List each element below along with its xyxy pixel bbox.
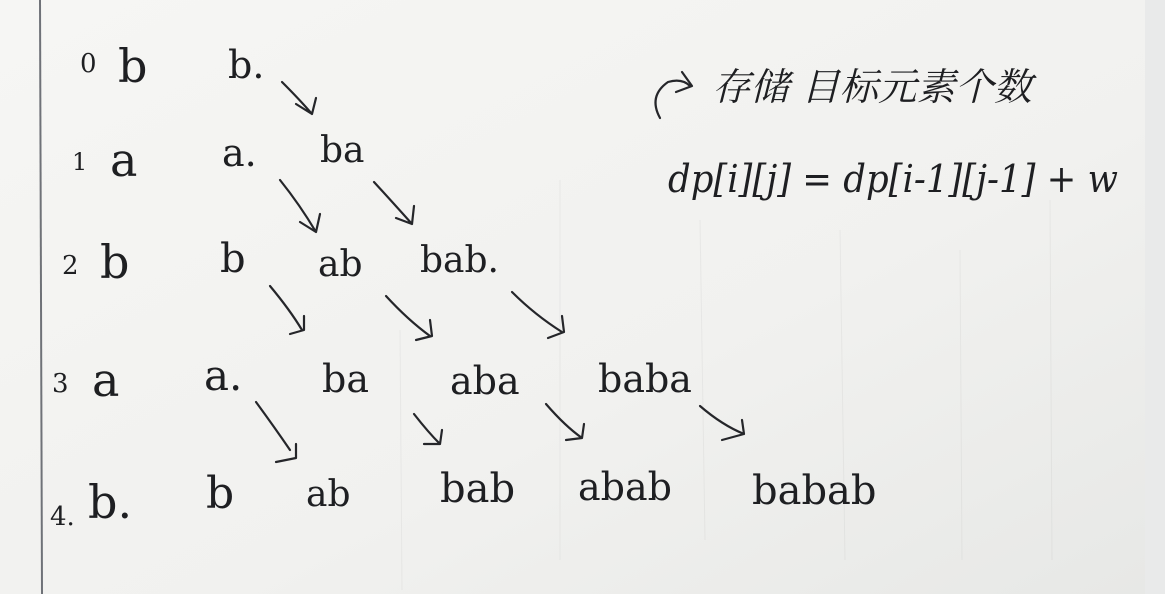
subseq-3-2: aba [450, 359, 520, 403]
row-char-1: a [110, 133, 138, 187]
subseq-0-1: ba [320, 130, 365, 171]
subseq-0-0: b. [228, 43, 265, 87]
subseq-4-2: bab [440, 466, 516, 512]
row-index-2: 2 [62, 251, 79, 281]
row-index-3: 3 [52, 369, 69, 399]
subseq-4-4: babab [752, 468, 877, 514]
row-index-1: 1 [72, 148, 88, 176]
subseq-3-0: a. [204, 351, 243, 400]
subseq-2-0: b [220, 236, 246, 282]
row-char-3: a [92, 353, 120, 407]
row-index-4: 4. [50, 502, 75, 532]
row-char-2: b [100, 235, 130, 289]
subseq-2-1: ab [318, 244, 363, 285]
subseq-3-3: baba [598, 357, 692, 401]
subseq-1-0: a. [222, 131, 257, 175]
subseq-4-1: ab [306, 474, 351, 515]
row-char-4: b. [88, 475, 133, 529]
recurrence-formula: dp[i][j] = dp[i-1][j-1] + w [668, 157, 1118, 201]
subseq-4-3: abab [578, 465, 672, 509]
subseq-4-0: b [206, 468, 235, 519]
row-index-0: 0 [80, 49, 97, 79]
subseq-2-2: bab. [420, 240, 499, 281]
row-char-0: b [118, 39, 148, 93]
annotation-caption: 存储 目标元素个数 [712, 65, 1038, 109]
subseq-3-1: ba [322, 357, 369, 401]
